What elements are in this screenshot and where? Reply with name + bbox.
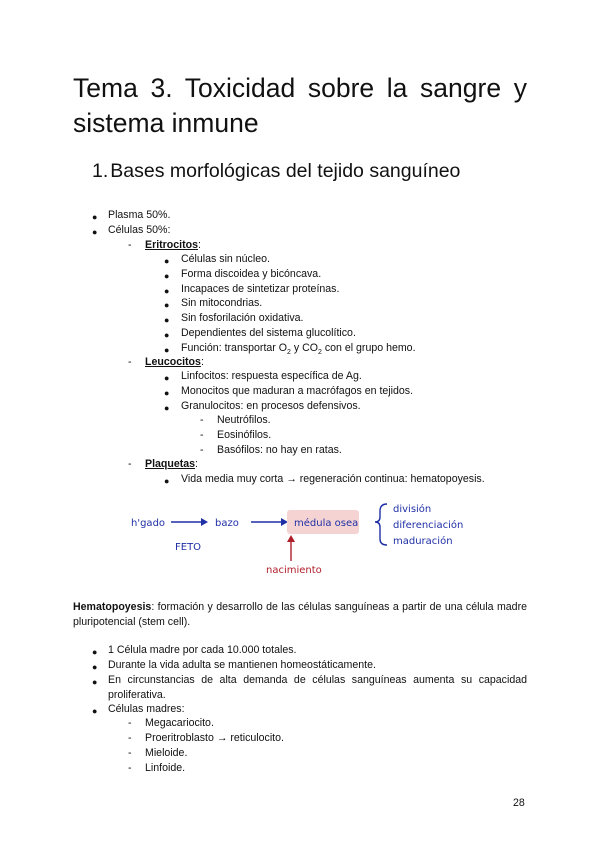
list-item-celulas: Células 50%:	[108, 224, 171, 236]
funcion-post: con el grupo hemo.	[321, 342, 416, 354]
bullet-icon: ●	[164, 300, 170, 310]
list-item: Eosinófilos.	[217, 429, 272, 441]
bullet-icon: ●	[164, 403, 170, 413]
page-title: Tema 3. Toxicidad sobre la sangre y sistema inmune	[73, 73, 527, 138]
diagram-higado: h'gado	[131, 518, 166, 529]
list-item: Células madres:	[108, 703, 185, 715]
bullet-icon: ●	[92, 706, 98, 716]
list-item: Células sin núcleo.	[181, 253, 270, 265]
list-item: En circunstancias de alta demanda de células sanguíneas aumenta su capacidad proliferativa.	[108, 674, 527, 701]
list-item: Basófilos: no hay en ratas.	[217, 444, 342, 456]
bullet-icon: ●	[92, 677, 98, 687]
dash-icon: -	[128, 747, 132, 759]
section-number: 1.	[92, 160, 109, 182]
dash-icon: -	[128, 762, 132, 774]
leucocitos-heading	[145, 355, 204, 370]
list-item: Megacariocito.	[145, 717, 214, 729]
funcion-mid: y CO	[290, 342, 318, 354]
bullet-icon: ●	[164, 388, 170, 398]
plaquetas-heading	[145, 457, 198, 472]
section-title: Bases morfológicas del tejido sanguíneo	[110, 160, 461, 182]
eritrocitos-label: Eritrocitos	[145, 239, 198, 251]
bullet-icon: ●	[92, 647, 98, 657]
dash-icon: -	[128, 458, 132, 470]
list-item: Mieloide.	[145, 747, 188, 759]
arrow-up-icon	[287, 535, 295, 542]
plaquetas-colon: :	[195, 458, 198, 470]
definition-term: Hematopoyesis	[73, 601, 152, 613]
hematopoyesis-definition	[73, 600, 527, 630]
bullet-icon: ●	[164, 286, 170, 296]
leucocitos-label: Leucocitos	[145, 356, 201, 368]
list-item: Linfocitos: respuesta específica de Ag.	[181, 370, 362, 382]
list-item: Vida media muy corta → regeneración continua: hematopoyesis.	[181, 473, 485, 485]
list-item: Incapaces de sintetizar proteínas.	[181, 283, 340, 295]
leucocitos-colon: :	[200, 356, 204, 368]
bullet-icon: ●	[164, 345, 170, 355]
dash-icon: -	[128, 717, 132, 729]
o2-subscript: 2	[286, 349, 291, 357]
bullet-icon: ●	[164, 256, 170, 266]
list-item: Durante la vida adulta se mantienen homeostáticamente.	[108, 659, 376, 671]
definition-text: : formación y desarrollo de las células sanguíneas a partir de una célula madre pluripotencial (stem cell).	[73, 601, 527, 628]
list-item: Monocitos que maduran a macrófagos en tejidos.	[181, 385, 414, 397]
dash-icon: -	[128, 356, 132, 368]
plaquetas-label: Plaquetas	[145, 458, 196, 470]
diagram-nacimiento: nacimiento	[266, 565, 322, 576]
list-item: Dependientes del sistema glucolítico.	[181, 327, 356, 339]
hematopoiesis-diagram	[0, 495, 600, 585]
arrow-head-icon	[201, 518, 208, 526]
list-item: Forma discoidea y bicóncava.	[181, 268, 322, 280]
list-item: Proeritroblasto → reticulocito.	[145, 732, 284, 744]
list-item: Sin mitocondrias.	[181, 297, 263, 309]
page-number: 28	[513, 797, 525, 809]
brace-item-division: división	[393, 504, 432, 515]
eritrocitos-heading	[145, 238, 201, 253]
list-item: Linfoide.	[145, 762, 186, 774]
bullet-icon: ●	[164, 271, 170, 281]
bullet-icon: ●	[164, 373, 170, 383]
bullet-icon: ●	[164, 476, 170, 486]
dash-icon: -	[200, 429, 204, 441]
dash-icon: -	[128, 732, 132, 744]
bullet-icon: ●	[164, 330, 170, 340]
section-heading	[92, 160, 460, 183]
arrow-head-icon	[281, 518, 288, 526]
eritrocitos-colon: :	[197, 239, 201, 251]
co2-subscript: 2	[317, 349, 322, 357]
list-item: Sin fosforilación oxidativa.	[181, 312, 304, 324]
list-item: 1 Célula madre por cada 10.000 totales.	[108, 644, 297, 656]
brace-item-diferenciacion: diferenciación	[393, 520, 464, 531]
list-item-funcion	[181, 341, 416, 361]
diagram-bazo: bazo	[215, 518, 239, 529]
bullet-icon: ●	[92, 212, 98, 222]
curly-brace-icon	[375, 504, 387, 545]
diagram-medula: médula osea	[294, 518, 359, 529]
bullet-icon: ●	[92, 227, 98, 237]
bullet-icon: ●	[164, 315, 170, 325]
dash-icon: -	[128, 239, 132, 251]
list-item: Granulocitos: en procesos defensivos.	[181, 400, 361, 412]
list-item-plasma: Plasma 50%.	[108, 209, 171, 221]
dash-icon: -	[200, 444, 204, 456]
brace-item-maduracion: maduración	[393, 536, 453, 547]
dash-icon: -	[200, 414, 204, 426]
funcion-pre: Función: transportar O	[181, 342, 287, 354]
diagram-feto: FETO	[175, 542, 202, 553]
list-item: Neutrófilos.	[217, 414, 271, 426]
bullet-icon: ●	[92, 662, 98, 672]
